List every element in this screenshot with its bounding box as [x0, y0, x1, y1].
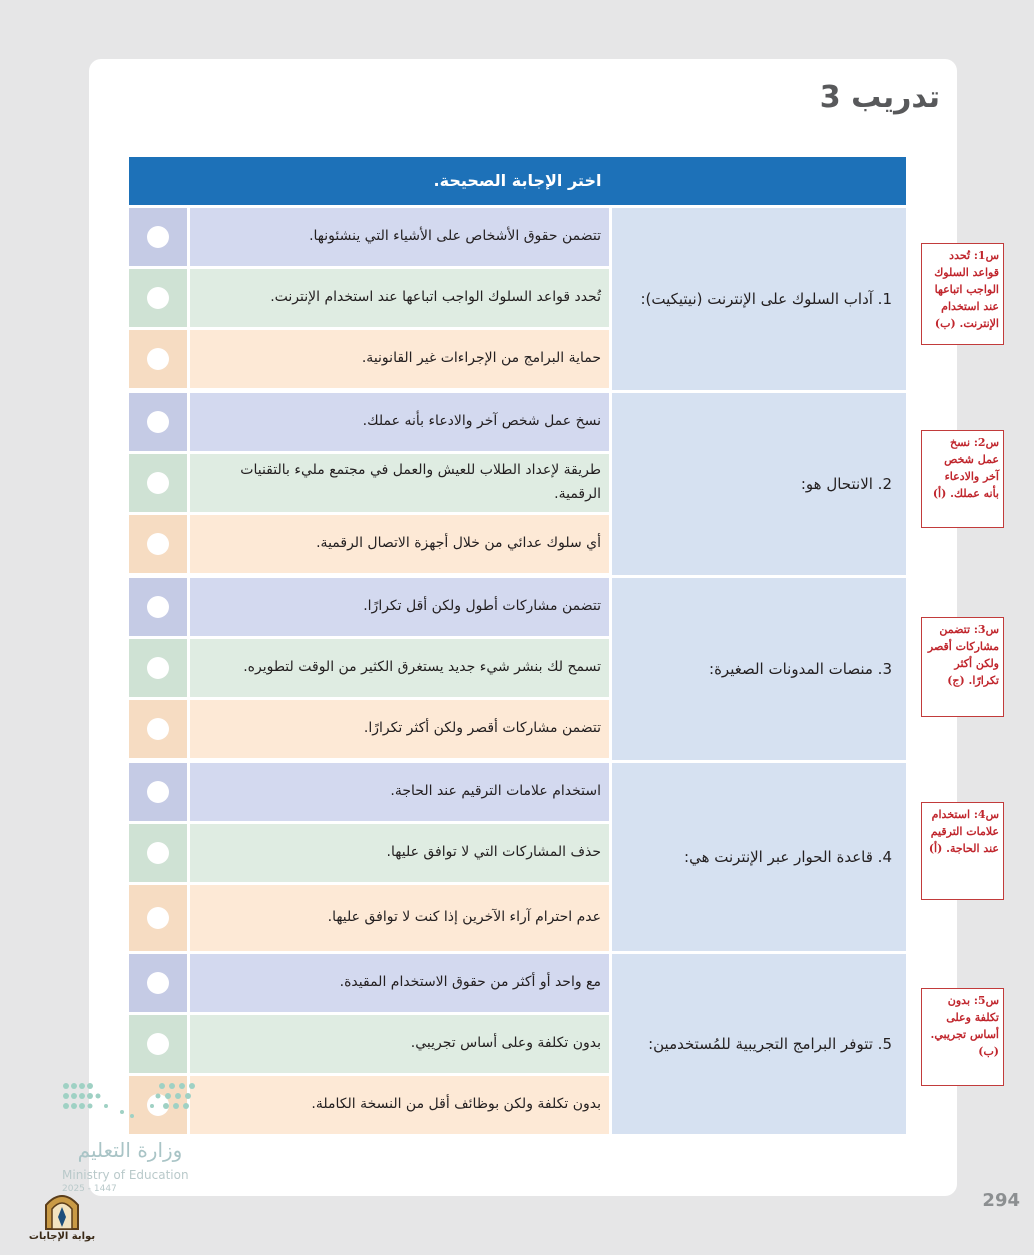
ministry-logo — [62, 1080, 202, 1200]
ministry-dots-icon — [62, 1080, 198, 1130]
option-c[interactable] — [129, 885, 609, 951]
option-text: تتضمن حقوق الأشخاص على الأشياء التي ينشئونها. — [190, 208, 609, 266]
option-text: تتضمن مشاركات أطول ولكن أقل تكرارًا. — [190, 578, 609, 636]
option-b[interactable] — [129, 269, 609, 327]
radio-button[interactable] — [147, 718, 169, 740]
radio-cell — [129, 578, 187, 636]
radio-cell — [129, 269, 187, 327]
option-c[interactable] — [129, 700, 609, 758]
option-a[interactable] — [129, 578, 609, 636]
option-a[interactable] — [129, 393, 609, 451]
option-text: مع واحد أو أكثر من حقوق الاستخدام المقيدة. — [190, 954, 609, 1012]
radio-cell — [129, 393, 187, 451]
radio-cell — [129, 330, 187, 388]
instruction-header: اختر الإجابة الصحيحة. — [129, 157, 906, 205]
question-text: 5. تتوفر البرامج التجريبية للمُستخدمين: — [612, 954, 906, 1134]
site-logo — [22, 1185, 102, 1250]
question-group-2 — [129, 393, 906, 575]
option-b[interactable] — [129, 1015, 609, 1073]
radio-cell — [129, 700, 187, 758]
radio-cell — [129, 639, 187, 697]
answer-note-5: س5: بدون تكلفة وعلى أساس تجريبي. (ب) — [921, 988, 1004, 1086]
option-a[interactable] — [129, 763, 609, 821]
radio-button[interactable] — [147, 348, 169, 370]
radio-cell — [129, 208, 187, 266]
option-b[interactable] — [129, 824, 609, 882]
question-text: 1. آداب السلوك على الإنترنت (نيتيكيت): — [612, 208, 906, 390]
option-text: تتضمن مشاركات أقصر ولكن أكثر تكرارًا. — [190, 700, 609, 758]
radio-button[interactable] — [147, 1033, 169, 1055]
option-text: استخدام علامات الترقيم عند الحاجة. — [190, 763, 609, 821]
ministry-year: 2025 - 1447 — [62, 1184, 117, 1194]
radio-cell — [129, 954, 187, 1012]
ministry-name-arabic: وزارة التعليم — [77, 1138, 183, 1162]
option-text: تسمح لك بنشر شيء جديد يستغرق الكثير من الوقت لتطويره. — [190, 639, 609, 697]
option-text: بدون تكلفة وعلى أساس تجريبي. — [190, 1015, 609, 1073]
question-text: 2. الانتحال هو: — [612, 393, 906, 575]
radio-button[interactable] — [147, 842, 169, 864]
answer-note-3: س3: تتضمن مشاركات أقصر ولكن أكثر تكرارًا. (ج) — [921, 617, 1004, 717]
radio-button[interactable] — [147, 907, 169, 929]
option-b[interactable] — [129, 639, 609, 697]
radio-button[interactable] — [147, 781, 169, 803]
answer-note-4: س4: استخدام علامات الترقيم عند الحاجة. (أ) — [921, 802, 1004, 900]
question-text: 4. قاعدة الحوار عبر الإنترنت هي: — [612, 763, 906, 951]
option-text: تُحدد قواعد السلوك الواجب اتباعها عند استخدام الإنترنت. — [190, 269, 609, 327]
option-text: بدون تكلفة ولكن بوظائف أقل من النسخة الكاملة. — [190, 1076, 609, 1134]
option-c[interactable] — [129, 515, 609, 573]
option-text: حماية البرامج من الإجراءات غير القانونية. — [190, 330, 609, 388]
page-number: 294 — [982, 1190, 1020, 1211]
option-b[interactable] — [129, 454, 609, 512]
radio-cell — [129, 1015, 187, 1073]
radio-button[interactable] — [147, 472, 169, 494]
question-group-5 — [129, 954, 906, 1134]
question-group-4 — [129, 763, 906, 951]
exercise-title: تدريب 3 — [819, 80, 940, 115]
radio-cell — [129, 454, 187, 512]
answer-note-2: س2: نسخ عمل شخص آخر والادعاء بأنه عملك. (أ) — [921, 430, 1004, 528]
radio-cell — [129, 515, 187, 573]
option-c[interactable] — [129, 330, 609, 388]
radio-cell — [129, 824, 187, 882]
question-group-1 — [129, 208, 906, 390]
option-text: نسخ عمل شخص آخر والادعاء بأنه عملك. — [190, 393, 609, 451]
option-text: طريقة لإعداد الطلاب للعيش والعمل في مجتمع مليء بالتقنيات الرقمية. — [190, 454, 609, 512]
radio-button[interactable] — [147, 596, 169, 618]
option-text: أي سلوك عدائي من خلال أجهزة الاتصال الرقمية. — [190, 515, 609, 573]
answer-note-1: س1: تُحدد قواعد السلوك الواجب اتباعها عند استخدام الإنترنت. (ب) — [921, 243, 1004, 345]
option-text: حذف المشاركات التي لا توافق عليها. — [190, 824, 609, 882]
radio-button[interactable] — [147, 533, 169, 555]
ministry-name-english: Ministry of Education — [62, 1168, 189, 1182]
radio-button[interactable] — [147, 226, 169, 248]
radio-cell — [129, 763, 187, 821]
option-text: عدم احترام آراء الآخرين إذا كنت لا توافق عليها. — [190, 885, 609, 951]
radio-button[interactable] — [147, 411, 169, 433]
radio-button[interactable] — [147, 657, 169, 679]
question-group-3 — [129, 578, 906, 760]
radio-button[interactable] — [147, 287, 169, 309]
question-text: 3. منصات المدونات الصغيرة: — [612, 578, 906, 760]
radio-button[interactable] — [147, 972, 169, 994]
gate-icon — [22, 1185, 102, 1231]
radio-cell — [129, 885, 187, 951]
site-label: بوابة الإجابات — [28, 1231, 96, 1242]
option-a[interactable] — [129, 954, 609, 1012]
option-a[interactable] — [129, 208, 609, 266]
